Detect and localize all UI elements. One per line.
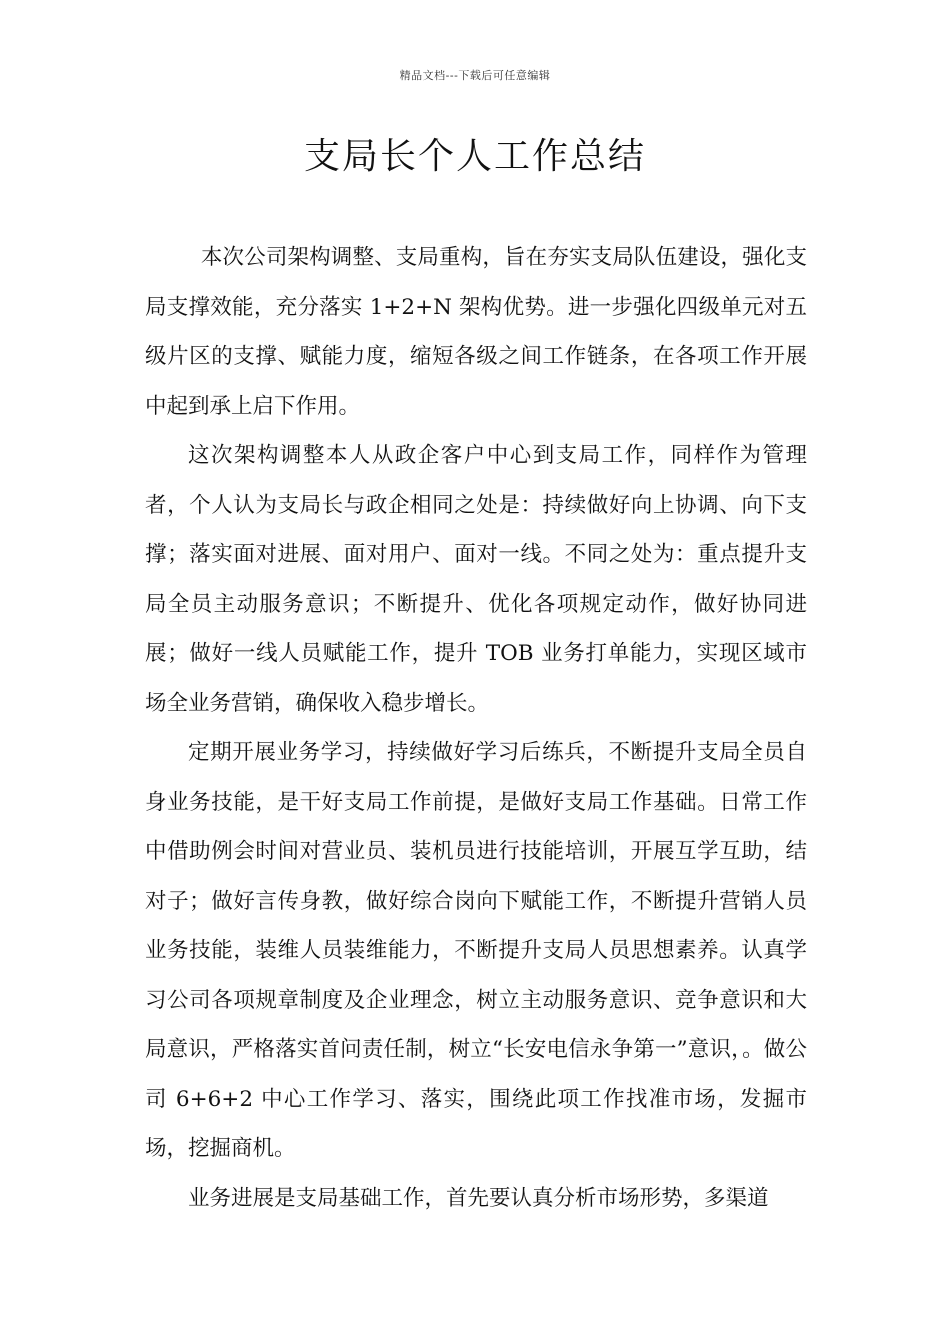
paragraph-1: 本次公司架构调整、支局重构，旨在夯实支局队伍建设，强化支局支撑效能，充分落实 1+2+N 架构优势。进一步强化四级单元对五级片区的支撑、赋能力度，缩短各级之间工作链条，在各项工作开展中起到承上启下作用。 (145, 245, 807, 419)
paragraph-4: 业务进展是支局基础工作，首先要认真分析市场形势，多渠道 (188, 1185, 769, 1211)
paragraph-3: 定期开展业务学习，持续做好学习后练兵，不断提升支局全员自身业务技能，是干好支局工作前提，是做好支局工作基础。日常工作中借助例会时间对营业员、装机员进行技能培训，开展互学互助，结对子；做好言传身教，做好综合岗向下赋能工作，不断提升营销人员业务技能，装维人员装维能力，不断提升支局人员思想素养。认真学习公司各项规章制度及企业理念，树立主动服务意识、竞争意识和大局意识，严格落实首问责任制，树立“长安电信永争第一”意识，。做公司 6+6+2 中心工作学习、落实，围绕此项工作找准市场，发掘市场，挖掘商机。 (145, 740, 807, 1161)
document-body (145, 233, 807, 1223)
document-title: 支局长个人工作总结 (303, 136, 646, 177)
paragraph-2: 这次架构调整本人从政企客户中心到支局工作，同样作为管理者，个人认为支局长与政企相同之处是：持续做好向上协调、向下支撑；落实面对进展、面对用户、面对一线。不同之处为：重点提升支局全员主动服务意识；不断提升、优化各项规定动作，做好协同进展；做好一线人员赋能工作，提升 TOB 业务打单能力，实现区域市场全业务营销，确保收入稳步增长。 (145, 443, 807, 716)
page-header-note: 精品文档---下载后可任意编辑 (399, 69, 551, 82)
